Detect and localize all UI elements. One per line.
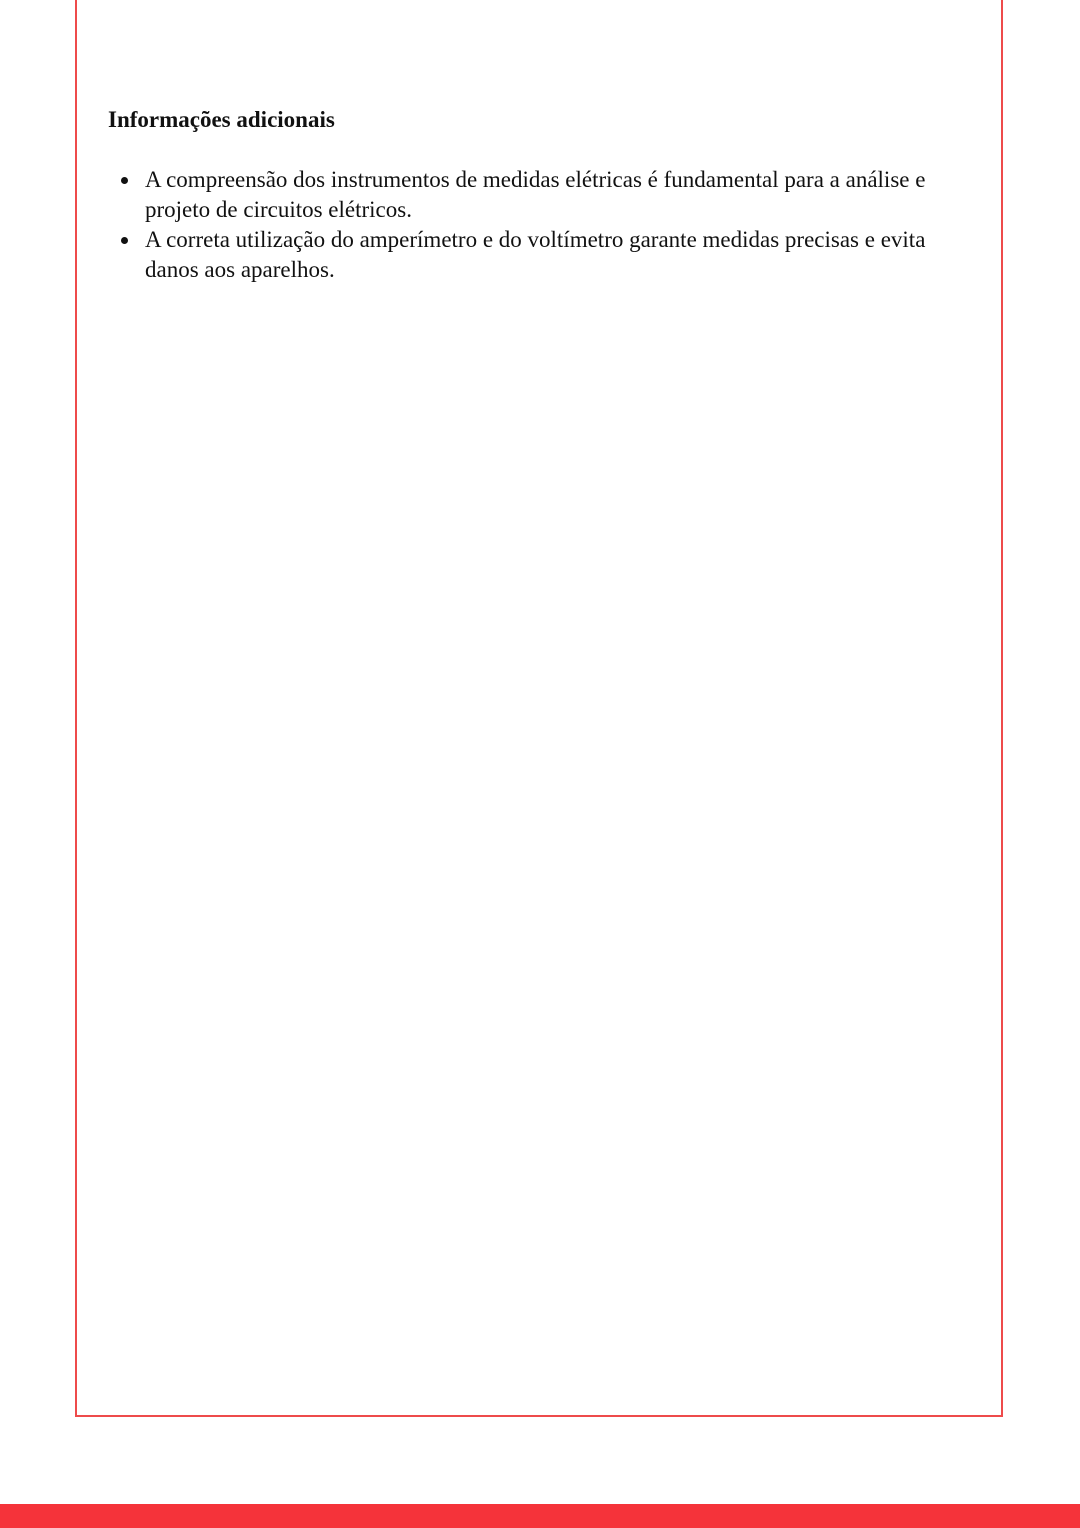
section-title: Informações adicionais bbox=[108, 107, 335, 132]
list-item bbox=[108, 225, 928, 285]
bullet-icon bbox=[121, 237, 128, 244]
list-item-text: A correta utilização do amperímetro e do voltímetro garante medidas precisas e evita danos aos aparelhos. bbox=[145, 227, 926, 282]
list-item-text: A compreensão dos instrumentos de medidas elétricas é fundamental para a análise e projeto de circuitos elétricos. bbox=[145, 167, 926, 222]
list-item bbox=[108, 165, 928, 225]
footer-bar bbox=[0, 1504, 1080, 1528]
bullet-icon bbox=[121, 177, 128, 184]
info-list bbox=[108, 165, 928, 285]
